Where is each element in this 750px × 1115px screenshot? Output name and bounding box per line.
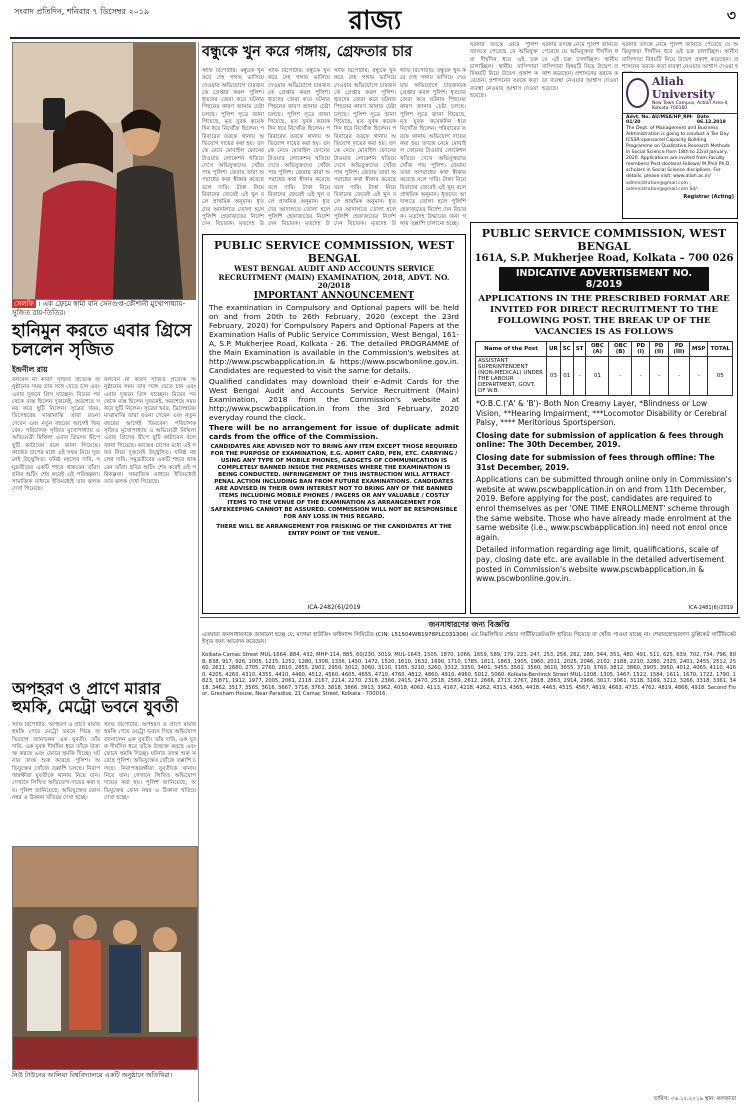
aliah-date: Date 06.12.2019 [696, 115, 726, 125]
murder-body-col4: স্টাফ রিপোর্টার: বন্ধুকে খুন করে দেহ গঙ্গায় ভাসিয়ে দেওয়ার অভিযোগে চারজনকে গ্রেপ্তার করল পুলিশ। ধৃতদের জেরা করে ঘটনার পিছনের কারণ জানার চেষ্টা চলছে। পুলিশ সূত্রে জানা গিয়েছে, মৃত যুবক কয়েকদিন ধরে নিখোঁজ ছিলেন। পরিবারের তরফে থানায় অভিযোগ দায়ের করা হয়। তদন্তে নেমে মোবাইল ফোনের টাওয়ার লোকেশন খতিয়ে দেখে অভিযুক্তদের খোঁজ পায় পুলিশ। জেরায় তারা অপরাধের কথা স্বীকার করেছে বলে দাবি। টাকা নিয়ে বিবাদের জেরেই এই খুন বলে প্রাথমিক অনুমান। ধৃতদের আদালতে তোলা হলে পুলিশি হেফাজতের নির্দেশ দেন বিচারক। মৃতদেহ উদ্ধারের জন্য গঙ্গায় তল্লাশি চালানো হচ্ছে। [400, 68, 466, 228]
vacancy-note: *O.B.C.('A' & 'B')- Both Non Creamy Layer, *Blindness or Low Vision, **Hearing Impairment, ***Locomotor Disability or Cerebral Palsy, **** Meritorious Sportsperson. [476, 399, 727, 428]
exam-subtitle: WEST BENGAL AUDIT AND ACCOUNTS SERVICE RECRUITMENT (MAIN) EXAMINATION, 2018, ADVT. NO. 20/2018 [218, 264, 450, 291]
table-row [476, 357, 733, 396]
table-header: PD (II) [650, 342, 669, 357]
notice-intro: এতদ্বারা জনসাধারণকে জানানো হচ্ছে যে, ম্যাগমা হাউজিং ফাইন্যান্স লিমিটেড (CIN: L51504WB1978PLC031306) এর নিম্নলিখিত শেয়ার সার্টিফিকেটগুলি হারিয়ে গিয়েছে বা খোঁজ পাওয়া যাচ্ছে না। শেয়ারহোল্ডারগণ ডুপ্লিকেট সার্টিফিকেট ইস্যুর জন্য আবেদন করেছেন। [202, 632, 736, 645]
psc-exam-ad [202, 234, 466, 614]
aliah-top-body-col2: ঘটনার তদন্তে নেমে পুলিশ জানতে পেরেছে যে অভিযুক্তরা দীর্ঘদিন ধরে এই চক্র চালাচ্ছিল। স্থানীয় বাসিন্দারা বিষয়টি নিয়ে উদ্বেগ প্রকাশ করেছেন। প্রশাসনের তরফে কড়া ব্যবস্থা নেওয়ার আশ্বাস দেওয়া হয়েছে। [542, 42, 618, 92]
table-cell: - [609, 357, 632, 396]
aliah-contact: administration@gmail.com ; administration@gmail.com Sd/- [626, 181, 699, 192]
honeymoon-body-col2: বলবেন না কারণ সৃজিত প্রত্যেক অনুষ্ঠানের সময় তার সঙ্গে যেতে চান এবং এবার দুজনে গ্রিস যাচ্ছেন। বিয়ের পর থেকে ব্যস্ত ছিলেন দুজনেই, অবশেষে সময় করে ছুটি নিলেন। সূত্রের খবর, ডিসেম্বরের মাঝামাঝি তারা রওনা দেবেন এবং নতুন বছরের আগেই ফিরবেন। পরিচালক সৃজিত মুখোপাধ্যায় ও অভিনেত্রী মিথিলা এবার গ্রিসের দ্বীপে ছুটি কাটাবেন বলে জানা গিয়েছে। কাজের চাপের মধ্যে এই সফর নিয়ে দুজনেই উচ্ছ্বসিত। ঘনিষ্ঠ মহলের দাবি, সমুদ্রতীরের একটি শহরে থাকবেন তাঁরা। ছবির শুটিং শেষ করেই এই পরিকল্পনা। সামাজিক মাধ্যমে ইতিমধ্যেই তার ঝলক দেখা গিয়েছে। [104, 377, 196, 486]
exam-title: PUBLIC SERVICE COMMISSION, WEST BENGAL [214, 239, 454, 265]
psc-vacancy-ad [470, 222, 738, 614]
vacancy-lead: APPLICATIONS IN THE PRESCRIBED FORMAT ARE INVITED FOR DIRECT RECRUITMENT TO THE FOLLOWING POST. THE BREAK UP OF THE VACANCIES IS AS FOLLOWS [478, 294, 730, 337]
table-header: MSP [689, 342, 707, 357]
table-cell: 03 [547, 357, 561, 396]
metro-body-col1: স্টাফ রিপোর্টার: অপহরণ ও প্রাণে মারার হুমকি পেয়ে মেট্রো ভবনে গিয়ে অভিযোগ জানালেন এক যুবতী। তাঁর দাবি, এক যুবক দীর্ঘদিন ধরে তাঁকে উত্ত্যক্ত করছে এবং ফোনে হুমকি দিচ্ছে। ঘটনার তদন্ত শুরু করেছে পুলিশ। অভিযুক্তের খোঁজে তল্লাশি চলছে। নিরাপত্তারক্ষীরা যুবতীকে থানায় নিয়ে যান। সেখানে লিখিত অভিযোগ দায়ের করা হয়। পুলিশ জানিয়েছে, অভিযুক্তের ফোন নম্বর ও ঠিকানা খতিয়ে দেখা হচ্ছে। [12, 722, 100, 801]
vacancy-para1: Applications can be submitted through online only in Commission's website at www.pscwbapplication.in on and from 11th December, 2019. Before applying for the post, candidates are required to enrol themselves as per 'ONE TIME ENROLLMENT' scheme through the same website. Those who have already made enrolment at the same website (i.e., www.pscwbapplication.in) need not enrol once again. [476, 475, 732, 542]
table-cell: 05 [708, 357, 733, 396]
aliah-signature: Registrar (Acting) [683, 194, 734, 200]
table-header: OBC (A) [586, 342, 609, 357]
vacancy-address: 161A, S.P. Mukherjee Road, Kolkata – 700 026 [474, 253, 734, 264]
event-caption: নিউ টাউনের আলিয়া বিশ্ববিদ্যালয়ে একটি অনুষ্ঠানে অতিথিরা। [12, 1071, 173, 1079]
murder-headline: বন্ধুকে খুন করে গঙ্গায়, গ্রেফতার চার [202, 43, 413, 60]
vacancy-title: PUBLIC SERVICE COMMISSION, WEST BENGAL [481, 227, 727, 253]
notice-heading: জনসাধারণের জন্য বিজ্ঞপ্তি [428, 620, 510, 629]
table-cell: ASSISTANT SUPERINTENDENT (NON-MEDICAL) UNDER THE LABOUR DEPARTMENT, GOVT. OF W.B. [476, 357, 547, 396]
vacancy-code: ICA-2481(6)/2019 [688, 605, 733, 611]
table-header: PD (III) [669, 342, 690, 357]
aliah-advt-no: Advt. No. AU/MSA/HP_RM-01/20 [626, 115, 694, 125]
notice-list-body: Kolkata-Camac Street MUL-1664, 884, 432, MHP-114, 885, 60/230, 3019, MUL-1643, 1505, 1870, 1066, 1659, 589, 179, 223, 247, 253, 256, 262, 280, 344, 351, 480, 491, 511, 625, 639, 702, 734, 796, 808, 838, 917, 926, 1005, 1215, 1252, 1280, 1308, 1336, 1450, 1472, 1520, 1610, 1632, 1690, 1710, 1785, 1811, 1863, 1905, 1960, 2011, 2025, 2046, 2102, 2188, 2210, 2280, 2325, 2401, 2455, 2512, 2560, 2611, 2680, 2705, 2760, 2810, 2855, 2901, 2950, 3012, 3060, 3110, 3165, 3210, 3260, 3312, 3350, 3401, 3455, 3501, 3560, 3610, 3655, 3710, 3760, 3812, 3860, 3905, 3950, 4012, 4065, 4110, 4160, 4205, 4260, 4310, 4355, 4410, 4460, 4512, 4560, 4605, 4655, 4710, 4760, 4812, 4860, 4910, 4960, 5012, 5060. Kolkata-Bentinck Street MUL-1208, 1305, 1467, 1522, 1584, 1611, 1670, 1722, 1790, 1823, 1871, 1912, 1977, 2005, 2061, 2118, 2167, 2214, 2270, 2318, 2366, 2415, 2470, 2518, 2569, 2612, 2666, 2713, 2767, 2818, 2863, 2914, 2966, 3017, 3061, 3118, 3169, 3212, 3266, 3318, 3361, 3418, 3462, 3517, 3565, 3616, 3667, 3718, 3763, 3818, 3866, 3913, 3962, 4018, 4062, 4113, 4167, 4218, 4262, 4313, 4365, 4418, 4463, 4515, 4567, 4619, 4663, 4715, 4762, 4819, 4866, 4918. Second Floor, Gresham House, Near Paradise, 21 Camac Street, Kolkata - 700016. [202, 652, 736, 697]
selfie-caption [12, 300, 196, 318]
honeymoon-headline: হানিমুন করতে এবার গ্রিসে চললেন সৃজিত [12, 321, 192, 360]
aliah-address: New Town Campus, Action Area-II, Kolkata-700160 [651, 101, 729, 111]
table-cell: - [573, 357, 586, 396]
university-logo-icon [626, 78, 649, 108]
exam-warning2: THERE WILL BE ARRANGEMENT FOR FRISKING OF THE CANDIDATES AT THE ENTRY POINT OF THE VENUE. [216, 523, 452, 537]
table-header: ST [573, 342, 586, 357]
aliah-ad [622, 72, 738, 219]
section-title: রাজ্য [348, 6, 402, 36]
page-number: ৩ [726, 8, 736, 24]
vacancy-banner: INDICATIVE ADVERTISEMENT NO. 8/2019 [499, 267, 709, 291]
exam-para3: There will be no arrangement for issue of duplicate admit cards from the office of the Commission. [209, 422, 459, 441]
dateline: সংবাদ প্রতিদিন, শনিবার ৭ ডিসেম্বর ২০১৯ [14, 7, 150, 16]
table-cell: - [689, 357, 707, 396]
notice-rule [200, 617, 740, 618]
table-header: SC [560, 342, 573, 357]
table-header-row [476, 342, 733, 357]
table-header: TOTAL [708, 342, 733, 357]
table-cell: 01 [560, 357, 573, 396]
notice-list [202, 652, 736, 1092]
event-photo [12, 846, 198, 1070]
murder-body-col3: স্টাফ রিপোর্টার: বন্ধুকে খুন করে দেহ গঙ্গায় ভাসিয়ে দেওয়ার অভিযোগে চারজনকে গ্রেপ্তার করল পুলিশ। ধৃতদের জেরা করে ঘটনার পিছনের কারণ জানার চেষ্টা চলছে। পুলিশ সূত্রে জানা গিয়েছে, মৃত যুবক কয়েকদিন ধরে নিখোঁজ ছিলেন। পরিবারের তরফে থানায় অভিযোগ দায়ের করা হয়। তদন্তে নেমে মোবাইল ফোনের টাওয়ার লোকেশন খতিয়ে দেখে অভিযুক্তদের খোঁজ পায় পুলিশ। জেরায় তারা অপরাধের কথা স্বীকার করেছে বলে দাবি। টাকা নিয়ে বিবাদের জেরেই এই খুন বলে প্রাথমিক অনুমান। ধৃতদের আদালতে তোলা হলে পুলিশি হেফাজতের নির্দেশ দেন বিচারক। মৃতদেহ উ [334, 68, 396, 228]
table-header: UR [547, 342, 561, 357]
aliah-name: Aliah University [651, 75, 715, 101]
caption-text: । এক ফ্রেমে স্বামী বনি সেনগুপ্ত-কৌশানী মুখোপাধ্যায়-সুজিত রায়-তিতির। [12, 300, 186, 317]
column-divider [198, 42, 199, 1102]
table-header: OBC (B) [609, 342, 632, 357]
table-cell: - [650, 357, 669, 396]
aliah-intro: The Dept. of Management and Business Administration is going to conduct a Ten Day ICSSR-sponsored Capacity Building Programme on Qualitative Research Methods in Social Science from 18th to 22nd January, 2020. Applications are invited from Faculty members/ Post-doctoral Fellows/ M.Phil/ Ph.D. scholars in Social Science disciplines. For details, please visit: www.aliah.ac.in/ [626, 126, 731, 179]
aliah-top-body-col3: ঘটনার তদন্তে নেমে পুলিশ জানতে পেরেছে যে অভিযুক্তরা দীর্ঘদিন ধরে এই চক্র চালাচ্ছিল। স্থানীয় বাসিন্দারা বিষয়টি নিয়ে উদ্বেগ প্রকাশ করেছেন। প্রশাসনের তরফে কড়া ব্যবস্থা নেওয়ার আশ্বাস দেওয়া হ [622, 42, 738, 70]
vacancy-closing-offline: Closing date for submission of fees through offline: The 31st December, 2019. [476, 452, 715, 472]
table-header: Name of the Post [476, 342, 547, 357]
table-cell: - [632, 357, 650, 396]
honeymoon-byline: ইন্দ্রনীল রায় [12, 365, 48, 374]
exam-notice: IMPORTANT ANNOUNCEMENT [253, 290, 415, 301]
exam-warning: CANDIDATES ARE ADVISED NOT TO BRING ANY ITEM EXCEPT THOSE REQUIRED FOR THE PURPOSE OF EXAMINATION, E.G. ADMIT CARD, PEN, ETC. CARRYING / USING ANY TYPE OF MOBILE PHONES, GADGETS OF COMMUNICATION IS COMPLETELY BANNED INSIDE THE PREMISES WHERE THE EXAMINATION IS BEING CONDUCTED. INFRINGEMENT OF THIS INSTRUCTION WILL ATTRACT PENAL ACTION INCLUDING BAN FROM FUTURE EXAMINATIONS. CANDIDATES ARE ADVISED IN THEIR OWN INTEREST NOT TO BRING ANY OF THE BANNED ITEMS INCLUDING MOBILE PHONES / PAGERS OR ANY VALUABLE / COSTLY ITEMS TO THE VENUE OF THE EXAMINATION AS ARRANGEMENT FOR SAFEKEEPING CANNOT BE ASSURED. COMMISSION WILL NOT BE RESPONSIBLE FOR ANY LOSS IN THIS REGARD. [210, 443, 458, 520]
table-cell: 01 [586, 357, 609, 396]
caption-tag: সেলফি [14, 300, 34, 308]
metro-body-col2: স্টাফ রিপোর্টার: অপহরণ ও প্রাণে মারার হুমকি পেয়ে মেট্রো ভবনে গিয়ে অভিযোগ জানালেন এক যুবতী। তাঁর দাবি, এক যুবক দীর্ঘদিন ধরে তাঁকে উত্ত্যক্ত করছে এবং ফোনে হুমকি দিচ্ছে। ঘটনার তদন্ত শুরু করেছে পুলিশ। অভিযুক্তের খোঁজে তল্লাশি চলছে। নিরাপত্তারক্ষীরা যুবতীকে থানায় নিয়ে যান। সেখানে লিখিত অভিযোগ দায়ের করা হয়। পুলিশ জানিয়েছে, অভিযুক্তের ফোন নম্বর ও ঠিকানা খতিয়ে দেখা হচ্ছে। [104, 722, 196, 801]
notice-footer: তারিখ: ০৬.১২.২০১৯ স্থান: কলকাতা [653, 1096, 736, 1102]
table-header: PD (I) [632, 342, 650, 357]
aliah-top-body-col1: ঘটনার তদন্তে নেমে পুলিশ জানতে পেরেছে যে অভিযুক্তরা দীর্ঘদিন ধরে এই চক্র চালাচ্ছিল। স্থানীয় বাসিন্দারা বিষয়টি নিয়ে উদ্বেগ প্রকাশ করেছেন। প্রশাসনের তরফে কড়া ব্যবস্থা নেওয়ার আশ্বাস দেওয়া হয়েছে। [470, 42, 538, 100]
header-rule [10, 37, 740, 39]
exam-para2: Qualified candidates may download their e-Admit Cards for the West Bengal Audit and Accounts Service Recruitment (Main) Examination, 2018 from the Commission's website at http://www.pscwbapplication.in from the 3rd February, 2020 everyday round the clock. [209, 376, 459, 422]
murder-body-col1: স্টাফ রিপোর্টার: বন্ধুকে খুন করে দেহ গঙ্গায় ভাসিয়ে দেওয়ার অভিযোগে চারজনকে গ্রেপ্তার করল পুলিশ। ধৃতদের জেরা করে ঘটনার পিছনের কারণ জানার চেষ্টা চলছে। পুলিশ সূত্রে জানা গিয়েছে, মৃত যুবক কয়েকদিন ধরে নিখোঁজ ছিলেন। পরিবারের তরফে থানায় অভিযোগ দায়ের করা হয়। তদন্তে নেমে মোবাইল ফোনের টাওয়ার লোকেশন খতিয়ে দেখে অভিযুক্তদের খোঁজ পায় পুলিশ। জেরায় তারা অপরাধের কথা স্বীকার করেছে বলে দাবি। টাকা নিয়ে বিবাদের জেরেই এই খুন বলে প্রাথমিক অনুমান। ধৃতদের আদালতে তোলা হলে পুলিশি হেফাজতের নির্দেশ দেন বিচারক। মৃতদেহ উ [202, 68, 264, 228]
vacancy-table [475, 341, 733, 396]
exam-para1: The examination in Compulsory and Optional papers will be held on and from 20th to 26th February, 2020 (except the 23rd February, 2020) for Compulsory Papers and Optional Papers at the Examination Halls of Public Service Commission, West Bengal, 161-A, S.P. Mukherjee Road, Kolkata - 26. The detailed PROGRAMME of the Main Examination is available in the Commission's websites at http://www.pscwbapplication.in & https://www.pscwbonline.gov.in. Candidates are requested to visit the same for details. [209, 302, 459, 375]
vacancy-para2: Detailed information regarding age limit, qualifications, scale of pay, closing date etc. are available in the detailed advertisement posted in Commission's website www.pscwbapplication.in & www.pscwbonline.gov.in. [476, 545, 725, 584]
selfie-photo [12, 42, 196, 300]
honeymoon-body-col1: বলবেন না কারণ সৃজিত প্রত্যেক অনুষ্ঠানের সময় তার সঙ্গে যেতে চান এবং এবার দুজনে গ্রিস যাচ্ছেন। বিয়ের পর থেকে ব্যস্ত ছিলেন দুজনেই, অবশেষে সময় করে ছুটি নিলেন। সূত্রের খবর, ডিসেম্বরের মাঝামাঝি তারা রওনা দেবেন এবং নতুন বছরের আগেই ফিরবেন। পরিচালক সৃজিত মুখোপাধ্যায় ও অভিনেত্রী মিথিলা এবার গ্রিসের দ্বীপে ছুটি কাটাবেন বলে জানা গিয়েছে। কাজের চাপের মধ্যে এই সফর নিয়ে দুজনেই উচ্ছ্বসিত। ঘনিষ্ঠ মহলের দাবি, সমুদ্রতীরের একটি শহরে থাকবেন তাঁরা। ছবির শুটিং শেষ করেই এই পরিকল্পনা। সামাজিক মাধ্যমে ইতিমধ্যেই তার ঝলক দেখা গিয়েছে। [12, 377, 100, 493]
vacancy-closing-online: Closing date for submission of application & fees through online: The 30th December, 2019. [476, 430, 724, 450]
murder-body-col2: স্টাফ রিপোর্টার: বন্ধুকে খুন করে দেহ গঙ্গায় ভাসিয়ে দেওয়ার অভিযোগে চারজনকে গ্রেপ্তার করল পুলিশ। ধৃতদের জেরা করে ঘটনার পিছনের কারণ জানার চেষ্টা চলছে। পুলিশ সূত্রে জানা গিয়েছে, মৃত যুবক কয়েকদিন ধরে নিখোঁজ ছিলেন। পরিবারের তরফে থানায় অভিযোগ দায়ের করা হয়। তদন্তে নেমে মোবাইল ফোনের টাওয়ার লোকেশন খতিয়ে দেখে অভিযুক্তদের খোঁজ পায় পুলিশ। জেরায় তারা অপরাধের কথা স্বীকার করেছে বলে দাবি। টাকা নিয়ে বিবাদের জেরেই এই খুন বলে প্রাথমিক অনুমান। ধৃতদের আদালতে তোলা হলে পুলিশি হেফাজতের নির্দেশ দেন বিচারক। মৃতদেহ উ [268, 68, 330, 228]
exam-code: ICA-2482(6)/2019 [307, 604, 361, 611]
table-cell: - [669, 357, 690, 396]
metro-headline: অপহরণ ও প্রাণে মারার হুমকি, মেট্রো ভবনে যুবতী [12, 679, 179, 716]
